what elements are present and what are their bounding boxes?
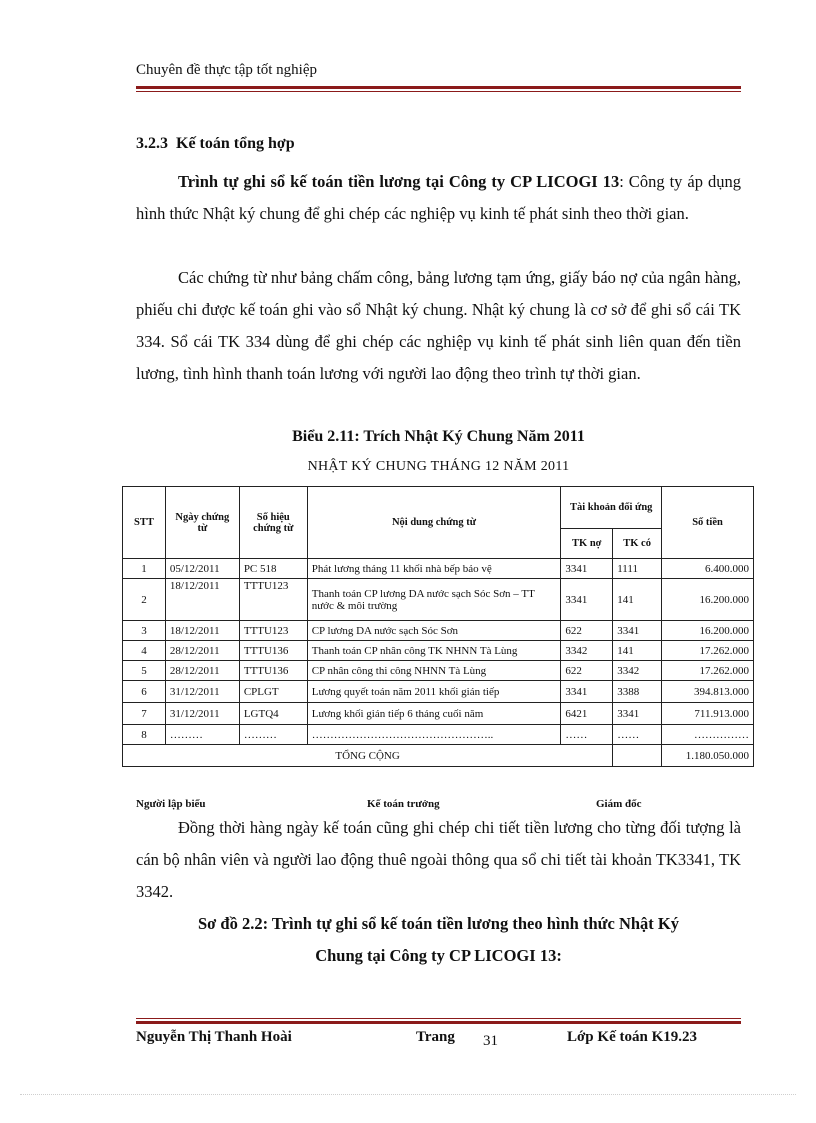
footer-author: Nguyễn Thị Thanh Hoài bbox=[136, 1029, 292, 1045]
cell-credit: …… bbox=[613, 725, 662, 745]
cell-credit: 3341 bbox=[613, 621, 662, 641]
cell-debit: 3341 bbox=[561, 579, 613, 621]
cell-stt: 6 bbox=[123, 681, 166, 703]
paragraph-3: Đồng thời hàng ngày kế toán cũng ghi chép chi tiết tiền lương cho từng đối tượng là cán bộ nhân viên và người lao động thuê ngoài thông qua sổ chi tiết tài khoản TK3341, TK 3342. bbox=[136, 818, 741, 901]
header-credit: TK có bbox=[613, 529, 662, 559]
cell-content: Lương quyết toán năm 2011 khối gián tiếp bbox=[307, 681, 561, 703]
cell-credit: 141 bbox=[613, 579, 662, 621]
total-empty-cell bbox=[613, 745, 662, 767]
cell-stt: 2 bbox=[123, 579, 166, 621]
section-title: Kế toán tổng hợp bbox=[176, 135, 295, 152]
cell-amount: 16.200.000 bbox=[662, 579, 754, 621]
cell-date: 31/12/2011 bbox=[165, 681, 239, 703]
footer-rule-thick bbox=[136, 1021, 741, 1024]
section-number: 3.2.3 bbox=[136, 135, 168, 152]
cell-doc: TTTU136 bbox=[239, 661, 307, 681]
signature-chief-accountant: Kế toán trưởng bbox=[367, 798, 440, 810]
cell-content: Lương khối gián tiếp 6 tháng cuối năm bbox=[307, 703, 561, 725]
cell-amount: …………… bbox=[662, 725, 754, 745]
footer-page-label: Trang bbox=[416, 1029, 455, 1045]
paragraph-2: Các chứng từ như bảng chấm công, bảng lương tạm ứng, giấy báo nợ của ngân hàng, phiếu chi được kế toán ghi vào sổ Nhật ký chung. Nhật ký chung là cơ sở để ghi sổ cái TK 334. Sổ cái TK 334 dùng để ghi chép các nghiệp vụ kinh tế phát sinh liên quan đến tiền lương, tình hình thanh toán lương với người lao động theo trình tự thời gian. bbox=[136, 268, 741, 383]
table-row bbox=[123, 641, 754, 661]
paragraph-1-bold: Trình tự ghi sổ kế toán tiền lương tại Công ty CP LICOGI 13 bbox=[178, 172, 620, 191]
cell-debit: 3342 bbox=[561, 641, 613, 661]
cell-content: CP nhân công thi công NHNN Tà Lùng bbox=[307, 661, 561, 681]
cell-doc: TTTU136 bbox=[239, 641, 307, 661]
header-rule-thin bbox=[136, 91, 741, 92]
cell-date: 18/12/2011 bbox=[165, 621, 239, 641]
header-accounts: Tài khoản đối ứng bbox=[561, 487, 662, 529]
cell-amount: 17.262.000 bbox=[662, 641, 754, 661]
cell-credit: 141 bbox=[613, 641, 662, 661]
footer-page-number: 31 bbox=[483, 1033, 498, 1049]
cell-date: 31/12/2011 bbox=[165, 703, 239, 725]
table-row bbox=[123, 681, 754, 703]
cell-content: Thanh toán CP lương DA nước sạch Sóc Sơn – TT nước & môi trường bbox=[307, 579, 561, 621]
footer-rule-thin bbox=[136, 1018, 741, 1019]
diagram-heading-line-1: Sơ đồ 2.2: Trình tự ghi sổ kế toán tiền lương theo hình thức Nhật Ký bbox=[197, 914, 680, 933]
cell-debit: 622 bbox=[561, 621, 613, 641]
table-subcaption: NHẬT KÝ CHUNG THÁNG 12 NĂM 2011 bbox=[307, 459, 570, 474]
paragraph-1-rest: : Công ty áp dụng hình thức Nhật ký chung để ghi chép các nghiệp vụ kinh tế phát sinh theo thời gian. bbox=[136, 172, 741, 223]
journal-table bbox=[122, 486, 754, 767]
table-row bbox=[123, 621, 754, 641]
cell-stt: 3 bbox=[123, 621, 166, 641]
cell-content: ………………………………………….. bbox=[307, 725, 561, 745]
header-doc-no: Số hiệu chứng từ bbox=[239, 487, 307, 559]
cell-debit: 3341 bbox=[561, 559, 613, 579]
cell-amount: 17.262.000 bbox=[662, 661, 754, 681]
footer-class: Lớp Kế toán K19.23 bbox=[567, 1029, 697, 1045]
total-label: TỔNG CỘNG bbox=[123, 745, 613, 767]
cell-credit: 3388 bbox=[613, 681, 662, 703]
header-rule-thick bbox=[136, 86, 741, 89]
cell-date: 28/12/2011 bbox=[165, 641, 239, 661]
cell-date: 28/12/2011 bbox=[165, 661, 239, 681]
cell-content: Thanh toán CP nhân công TK NHNN Tà Lùng bbox=[307, 641, 561, 661]
signature-director: Giám đốc bbox=[596, 798, 642, 810]
table-row bbox=[123, 559, 754, 579]
table-row bbox=[123, 703, 754, 725]
cell-date: 05/12/2011 bbox=[165, 559, 239, 579]
section-heading bbox=[136, 135, 295, 153]
cell-stt: 4 bbox=[123, 641, 166, 661]
cell-debit: 3341 bbox=[561, 681, 613, 703]
header-content: Nội dung chứng từ bbox=[307, 487, 561, 559]
total-amount: 1.180.050.000 bbox=[662, 745, 754, 767]
cell-stt: 7 bbox=[123, 703, 166, 725]
cell-debit: …… bbox=[561, 725, 613, 745]
header-stt: STT bbox=[123, 487, 166, 559]
cell-date: ……… bbox=[165, 725, 239, 745]
header-amount: Số tiền bbox=[662, 487, 754, 559]
cell-doc: PC 518 bbox=[239, 559, 307, 579]
cell-amount: 394.813.000 bbox=[662, 681, 754, 703]
page-header-title: Chuyên đề thực tập tốt nghiệp bbox=[136, 62, 318, 78]
table-caption: Biểu 2.11: Trích Nhật Ký Chung Năm 2011 bbox=[292, 428, 585, 445]
cell-doc: LGTQ4 bbox=[239, 703, 307, 725]
cell-amount: 711.913.000 bbox=[662, 703, 754, 725]
cell-credit: 1111 bbox=[613, 559, 662, 579]
table-total-row bbox=[123, 745, 754, 767]
cell-doc: TTTU123 bbox=[239, 621, 307, 641]
cell-credit: 3341 bbox=[613, 703, 662, 725]
header-debit: TK nợ bbox=[561, 529, 613, 559]
header-date: Ngày chứng từ bbox=[165, 487, 239, 559]
cell-content: CP lương DA nước sạch Sóc Sơn bbox=[307, 621, 561, 641]
cell-amount: 16.200.000 bbox=[662, 621, 754, 641]
signature-preparer: Người lập biểu bbox=[136, 798, 206, 810]
paragraph-1 bbox=[136, 166, 741, 230]
table-row bbox=[123, 725, 754, 745]
table-row bbox=[123, 579, 754, 621]
page-bottom-divider bbox=[20, 1094, 796, 1095]
cell-doc: CPLGT bbox=[239, 681, 307, 703]
table-row bbox=[123, 661, 754, 681]
cell-stt: 8 bbox=[123, 725, 166, 745]
cell-credit: 3342 bbox=[613, 661, 662, 681]
diagram-heading-line-2: Chung tại Công ty CP LICOGI 13: bbox=[315, 946, 562, 965]
cell-stt: 5 bbox=[123, 661, 166, 681]
cell-debit: 6421 bbox=[561, 703, 613, 725]
cell-debit: 622 bbox=[561, 661, 613, 681]
cell-content: Phát lương tháng 11 khối nhà bếp bảo vệ bbox=[307, 559, 561, 579]
cell-doc: ……… bbox=[239, 725, 307, 745]
cell-amount: 6.400.000 bbox=[662, 559, 754, 579]
cell-date: 18/12/2011 bbox=[165, 579, 239, 621]
cell-doc: TTTU123 bbox=[239, 579, 307, 621]
cell-stt: 1 bbox=[123, 559, 166, 579]
